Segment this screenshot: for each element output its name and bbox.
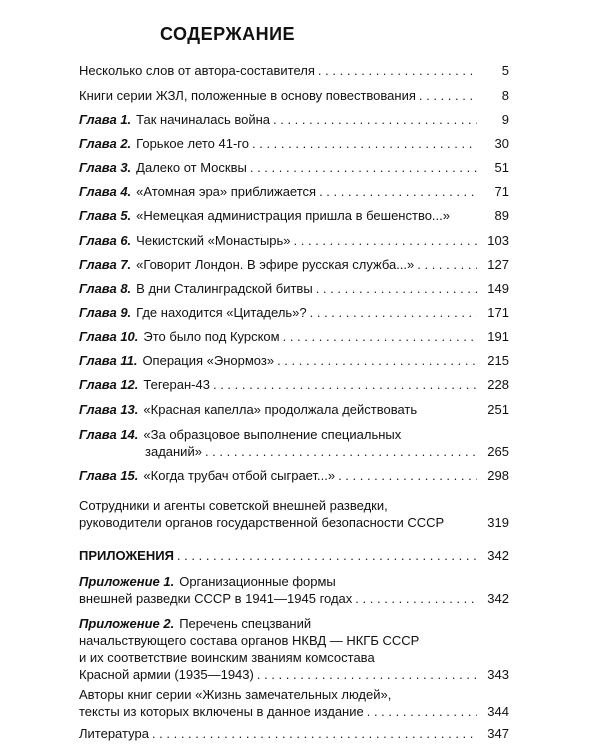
chapter-label: Глава 14. bbox=[79, 427, 139, 442]
chapter-title: «Когда трубач отбой сыграет...» bbox=[143, 468, 336, 483]
toc-appendix-2[interactable] bbox=[79, 615, 509, 683]
toc-chapter-8[interactable] bbox=[79, 280, 509, 297]
chapter-title: Тегеран-43 bbox=[143, 377, 210, 392]
page-number: 342 bbox=[487, 548, 509, 563]
chapter-title: «Атомная эра» приближается bbox=[136, 184, 317, 199]
chapter-label: Глава 4. bbox=[79, 184, 132, 199]
page-number: 9 bbox=[501, 112, 509, 127]
leader-dots bbox=[250, 159, 477, 176]
toc-chapter-6[interactable] bbox=[79, 232, 509, 249]
chapter-label: Глава 3. bbox=[79, 160, 132, 175]
leader-dots bbox=[417, 256, 477, 273]
toc-appendix-1[interactable] bbox=[79, 573, 509, 607]
toc-chapter-2[interactable] bbox=[79, 135, 509, 152]
page-number: 8 bbox=[501, 88, 509, 103]
page-number: 30 bbox=[494, 136, 509, 151]
leader-dots bbox=[319, 183, 477, 200]
page-number: 342 bbox=[487, 591, 509, 606]
page-number: 298 bbox=[487, 468, 509, 483]
toc-chapter-12[interactable] bbox=[79, 376, 509, 393]
page-title: СОДЕРЖАНИЕ bbox=[159, 24, 296, 44]
chapter-label: Глава 1. bbox=[79, 112, 132, 127]
toc-chapter-11[interactable] bbox=[79, 352, 509, 369]
page-number: 51 bbox=[494, 160, 509, 175]
toc-chapter-9[interactable] bbox=[79, 304, 509, 321]
toc-chapter-4[interactable] bbox=[79, 183, 509, 200]
entry-text: Литература bbox=[79, 726, 149, 741]
page-number: 215 bbox=[487, 353, 509, 368]
chapter-label: Глава 10. bbox=[79, 329, 139, 344]
page-number: 343 bbox=[487, 667, 509, 682]
appendix-label: Приложение 2. bbox=[79, 616, 175, 631]
chapter-label: Глава 11. bbox=[79, 353, 138, 368]
leader-dots bbox=[294, 232, 477, 249]
chapter-label: Глава 2. bbox=[79, 136, 132, 151]
chapter-title: «Красная капелла» продолжала действовать bbox=[143, 402, 418, 417]
leader-dots bbox=[419, 87, 477, 104]
chapter-title: Горькое лето 41-го bbox=[136, 136, 249, 151]
page-number: 344 bbox=[487, 704, 509, 719]
toc-entry-staff[interactable] bbox=[79, 497, 509, 531]
toc-chapter-10[interactable] bbox=[79, 328, 509, 345]
entry-text-line1: Авторы книг серии «Жизнь замечательных людей», bbox=[79, 687, 392, 702]
page-number: 149 bbox=[487, 281, 509, 296]
toc-chapter-1[interactable] bbox=[79, 111, 509, 128]
chapter-label: Глава 12. bbox=[79, 377, 139, 392]
page-number: 347 bbox=[487, 726, 509, 741]
chapter-label: Глава 8. bbox=[79, 281, 132, 296]
entry-text-line2: руководители органов государственной безопасности СССР bbox=[79, 515, 445, 530]
leader-dots bbox=[355, 590, 477, 607]
chapter-title-line1: «За образцовое выполнение специальных bbox=[143, 427, 402, 442]
leader-dots bbox=[338, 467, 477, 484]
toc-entry-authors[interactable] bbox=[79, 686, 509, 720]
page-number: 171 bbox=[487, 305, 509, 320]
toc-entry-literature[interactable] bbox=[79, 725, 509, 742]
chapter-title: В дни Сталинградской битвы bbox=[136, 281, 313, 296]
leader-dots bbox=[367, 703, 477, 720]
page-number: 71 bbox=[494, 184, 509, 199]
appendix-label: Приложение 1. bbox=[79, 574, 175, 589]
entry-text-line1: Сотрудники и агенты советской внешней разведки, bbox=[79, 498, 388, 513]
chapter-label: Глава 13. bbox=[79, 402, 139, 417]
appendix-title-line2: начальствующего состава органов НКВД — НКГБ СССР bbox=[79, 633, 420, 648]
leader-dots bbox=[177, 547, 477, 564]
page-number: 5 bbox=[501, 63, 509, 78]
chapter-title: Далеко от Москвы bbox=[136, 160, 247, 175]
toc-chapter-3[interactable] bbox=[79, 159, 509, 176]
toc-chapter-15[interactable] bbox=[79, 467, 509, 484]
appendix-title-line3: и их соответствие воинским званиям комсостава bbox=[79, 650, 375, 665]
page-number: 319 bbox=[487, 515, 509, 530]
page-number: 103 bbox=[487, 233, 509, 248]
leader-dots bbox=[205, 443, 477, 460]
chapter-label: Глава 9. bbox=[79, 305, 132, 320]
chapter-title: «Немецкая администрация пришла в бешенство...» bbox=[136, 208, 450, 223]
chapter-label: Глава 5. bbox=[79, 208, 132, 223]
leader-dots bbox=[283, 328, 477, 345]
appendix-title-line1: Перечень спецзваний bbox=[179, 616, 312, 631]
leader-dots bbox=[310, 304, 477, 321]
chapter-title: Чекистский «Монастырь» bbox=[136, 233, 291, 248]
page-number: 191 bbox=[487, 329, 509, 344]
leader-dots bbox=[277, 352, 477, 369]
chapter-title: Так начиналась война bbox=[136, 112, 270, 127]
appendix-title-line1: Организационные формы bbox=[179, 574, 336, 589]
chapter-title: «Говорит Лондон. В эфире русская служба...» bbox=[136, 257, 415, 272]
leader-dots bbox=[213, 376, 477, 393]
toc-appendices-header[interactable] bbox=[79, 547, 509, 564]
entry-text-line2: тексты из которых включены в данное издание bbox=[79, 704, 364, 719]
toc-chapter-5[interactable] bbox=[79, 207, 509, 224]
chapter-label: Глава 15. bbox=[79, 468, 139, 483]
leader-dots bbox=[318, 62, 477, 79]
page-number: 127 bbox=[487, 257, 509, 272]
page-number: 89 bbox=[494, 208, 509, 223]
leader-dots bbox=[273, 111, 477, 128]
chapter-title: Операция «Энормоз» bbox=[142, 353, 275, 368]
chapter-title: Это было под Курском bbox=[143, 329, 280, 344]
page-number: 228 bbox=[487, 377, 509, 392]
chapter-title-line2: заданий» bbox=[145, 444, 202, 459]
leader-dots bbox=[152, 725, 477, 742]
appendices-heading: ПРИЛОЖЕНИЯ bbox=[79, 548, 174, 563]
chapter-label: Глава 6. bbox=[79, 233, 132, 248]
leader-dots bbox=[252, 135, 477, 152]
toc-chapter-13[interactable] bbox=[79, 401, 509, 418]
entry-text: Книги серии ЖЗЛ, положенные в основу повествования bbox=[79, 88, 416, 103]
leader-dots bbox=[316, 280, 477, 297]
chapter-label: Глава 7. bbox=[79, 257, 132, 272]
page-number: 251 bbox=[487, 402, 509, 417]
leader-dots bbox=[257, 666, 477, 683]
toc-entry-author-note[interactable] bbox=[79, 62, 509, 79]
entry-text: Несколько слов от автора-составителя bbox=[79, 63, 315, 78]
page-number: 265 bbox=[487, 444, 509, 459]
toc-chapter-7[interactable] bbox=[79, 256, 509, 273]
chapter-title: Где находится «Цитадель»? bbox=[136, 305, 307, 320]
appendix-title-line4: Красной армии (1935—1943) bbox=[79, 667, 254, 682]
toc-entry-source-books[interactable] bbox=[79, 87, 509, 104]
appendix-title-line2: внешней разведки СССР в 1941—1945 годах bbox=[79, 591, 353, 606]
toc-chapter-14[interactable] bbox=[79, 426, 509, 460]
